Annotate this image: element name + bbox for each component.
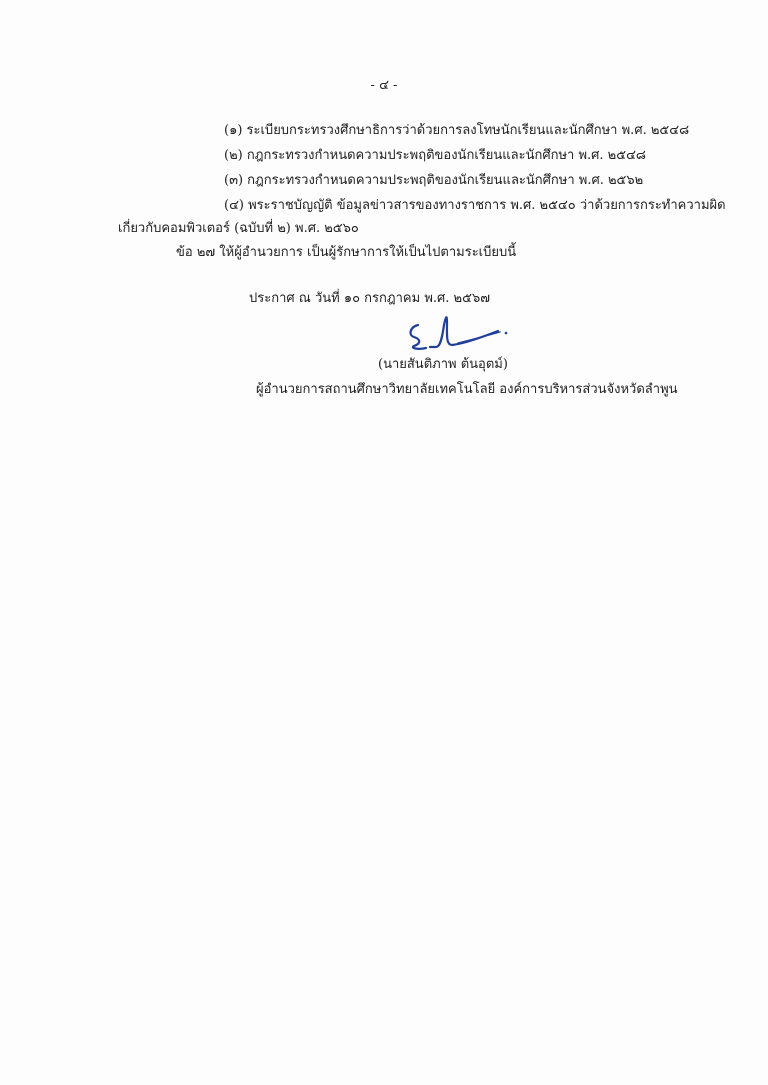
reference-item-4: (๔) พระราชบัญญัติ ข้อมูลข่าวสารของทางราชการ พ.ศ. ๒๕๔๐ ว่าด้วยการกระทำความผิด	[224, 198, 726, 213]
handwritten-signature	[400, 313, 512, 355]
clause-27: ข้อ ๒๗ ให้ผู้อำนวยการ เป็นผู้รักษาการให้เป็นไปตามระเบียบนี้	[176, 245, 517, 260]
signatory-name: (นายสันติภาพ ต้นอุตม์)	[378, 357, 508, 372]
page-number: - ๔ -	[370, 78, 398, 93]
reference-item-2: (๒) กฎกระทรวงกำหนดความประพฤติของนักเรียนและนักศึกษา พ.ศ. ๒๕๔๘	[224, 148, 646, 163]
signatory-position: ผู้อำนวยการสถานศึกษาวิทยาลัยเทคโนโลยี องค์การบริหารส่วนจังหวัดลำพูน	[256, 382, 678, 397]
reference-item-1: (๑) ระเบียบกระทรวงศึกษาธิการว่าด้วยการลงโทษนักเรียนและนักศึกษา พ.ศ. ๒๕๔๘	[224, 123, 690, 138]
reference-item-4-continuation: เกี่ยวกับคอมพิวเตอร์ (ฉบับที่ ๒) พ.ศ. ๒๕๖๐	[118, 221, 359, 236]
reference-item-3: (๓) กฎกระทรวงกำหนดความประพฤติของนักเรียนและนักศึกษา พ.ศ. ๒๕๖๒	[224, 173, 644, 188]
announcement-date: ประกาศ ณ วันที่ ๑๐ กรกฎาคม พ.ศ. ๒๕๖๗	[249, 291, 490, 306]
